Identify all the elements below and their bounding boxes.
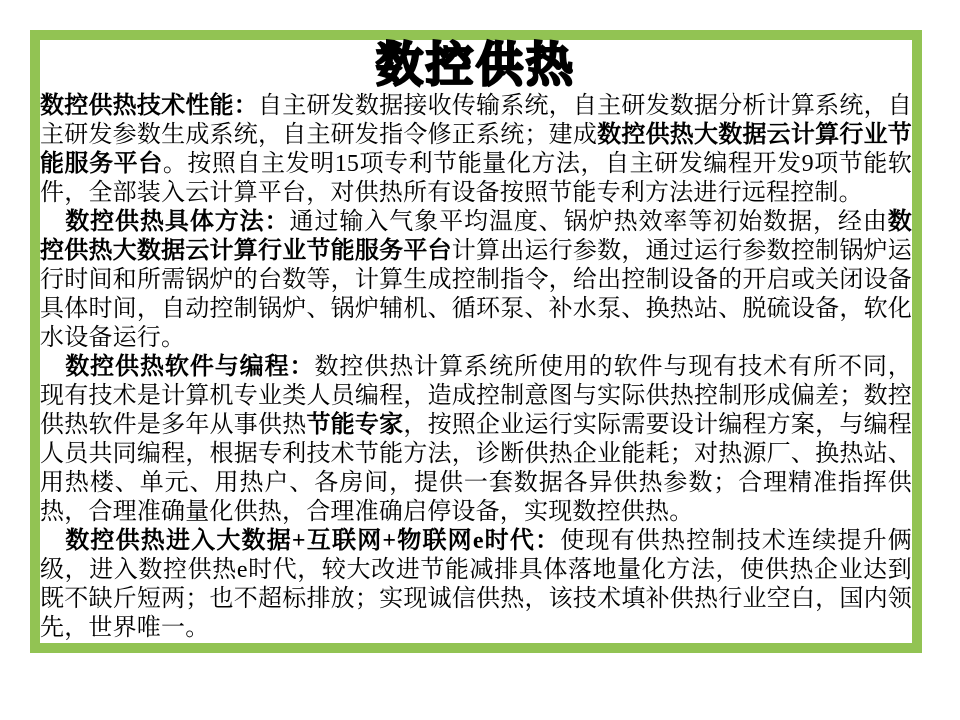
slide-frame [30,30,922,653]
paragraph-2-heading: 数控供热具体方法： [65,209,290,235]
paragraph-3-heading: 数控供热软件与编程： [65,354,315,380]
paragraph-specific-method [40,208,912,353]
page-title: 数控供热 [376,38,576,93]
paragraph-2-bold-platform: 数控供热大数据云计算行业节能服务平台 [40,209,912,264]
paragraph-2-text: 通过输入气象平均温度、锅炉热效率等初始数据，经由 [289,209,888,235]
paragraph-3-text: 数控供热计算系统所使用的软件与现有技术有所不同，现有技术是计算机专业类人员编程，造成控制意图与实际供热控制形成偏差；数控供热软件是多年从事供热 [40,354,912,438]
paragraph-3-bold-expert: 节能专家 [306,412,404,438]
paragraph-1-bold-platform: 数控供热大数据云计算行业节能服务平台 [40,122,912,177]
paragraph-1-text-cont: 。按照自主发明15项专利节能量化方法，自主研发编程开发9项节能软件，全部装入云计算平台，对供热所有设备按照节能专利方法进行远程控制。 [40,151,913,206]
paragraph-4-heading: 数控供热进入大数据+互联网+物联网e时代： [65,528,561,554]
paragraph-1-heading: 数控供热技术性能： [40,93,259,119]
slide-body [40,92,912,643]
paragraph-e-era [40,527,912,643]
paragraph-1-text: 自主研发数据接收传输系统，自主研发数据分析计算系统，自主研发参数生成系统，自主研发指令修正系统；建成 [40,93,912,148]
paragraph-technical-performance [40,92,912,208]
paragraph-software-programming [40,353,912,527]
slide-content [40,40,912,643]
paragraph-4-text: 使现有供热控制技术连续提升俩级，进入数控供热e时代，较大改进节能减排具体落地量化方法，使供热企业达到既不缺斤短两；也不超标排放；实现诚信供热，该技术填补供热行业空白，国内领先，世界唯一。 [40,528,912,641]
paragraph-3-text-cont: ，按照企业运行实际需要设计编程方案，与编程人员共同编程，根据专利技术节能方法，诊断供热企业能耗；对热源厂、换热站、用热楼、单元、用热户、各房间，提供一套数据各异供热参数；合理精准指挥供热，合理准确量化供热，合理准确启停设备，实现数控供热。 [40,412,912,525]
paragraph-2-text-cont: 计算出运行参数，通过运行参数控制锅炉运行时间和所需锅炉的台数等，计算生成控制指令，给出控制设备的开启或关闭设备具体时间，自动控制锅炉、锅炉辅机、循环泵、补水泵、换热站、脱硫设备，软化水设备运行。 [40,238,912,351]
